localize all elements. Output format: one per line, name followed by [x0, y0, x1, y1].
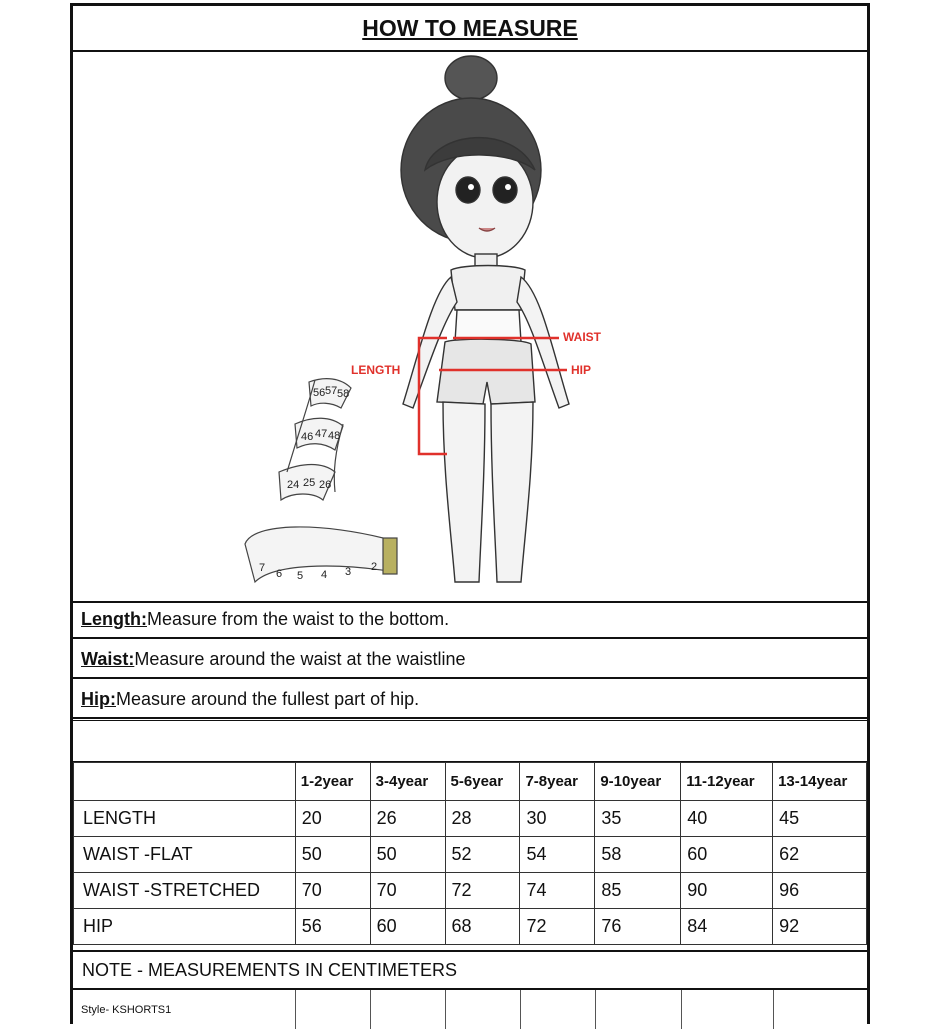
- table-cell: 60: [681, 837, 773, 873]
- table-cell: 50: [370, 837, 445, 873]
- table-cell: 90: [681, 873, 773, 909]
- table-cell: 40: [681, 801, 773, 837]
- length-label: LENGTH: [351, 363, 401, 377]
- tape-num-48: 48: [328, 430, 341, 442]
- footer-grid: [73, 990, 867, 1029]
- tape-num-26: 26: [319, 479, 332, 491]
- table-cell: 85: [595, 873, 681, 909]
- blank-row: [73, 720, 867, 763]
- row-label: LENGTH: [74, 801, 296, 837]
- tape-num-58: 58: [337, 388, 350, 400]
- waist-description: Measure around the waist at the waistline: [134, 648, 466, 669]
- table-row: [74, 873, 867, 909]
- row-label: WAIST -STRETCHED: [74, 873, 296, 909]
- waist-label: WAIST: [563, 330, 601, 344]
- table-cell: 35: [595, 801, 681, 837]
- page-title: HOW TO MEASURE: [362, 14, 578, 41]
- table-cell: 52: [445, 837, 520, 873]
- tape-num-24: 24: [287, 479, 300, 491]
- header-cell: 1-2year: [295, 763, 370, 801]
- hip-label: HIP: [571, 363, 592, 377]
- tape-num-46: 46: [301, 431, 314, 443]
- row-label: WAIST -FLAT: [74, 837, 296, 873]
- header-cell: 9-10year: [595, 763, 681, 801]
- waist-description-row: [73, 641, 867, 679]
- header-cell: 3-4year: [370, 763, 445, 801]
- table-cell: 45: [773, 801, 867, 837]
- footer-cell: [520, 990, 595, 1029]
- title-row: [73, 6, 867, 52]
- tape-num-2: 2: [371, 561, 378, 573]
- table-cell: 84: [681, 909, 773, 945]
- tape-num-6: 6: [276, 568, 283, 580]
- table-cell: 54: [520, 837, 595, 873]
- footer-cell: [681, 990, 773, 1029]
- table-cell: 72: [520, 909, 595, 945]
- table-cell: 26: [370, 801, 445, 837]
- tape-num-47: 47: [315, 428, 328, 440]
- table-cell: 96: [773, 873, 867, 909]
- size-table-header: [74, 763, 867, 801]
- header-cell-empty: [74, 763, 296, 801]
- length-description-row: [73, 601, 867, 639]
- row-label: HIP: [74, 909, 296, 945]
- footer-cell: [295, 990, 370, 1029]
- table-row: [74, 909, 867, 945]
- table-cell: 56: [295, 909, 370, 945]
- length-term: Length:: [81, 608, 147, 629]
- tape-num-57: 57: [325, 385, 338, 397]
- header-cell: 13-14year: [773, 763, 867, 801]
- tape-num-25: 25: [303, 477, 316, 489]
- footer-cell: [773, 990, 867, 1029]
- table-cell: 30: [520, 801, 595, 837]
- footer-cell: [370, 990, 445, 1029]
- length-description: Measure from the waist to the bottom.: [146, 608, 450, 629]
- table-cell: 20: [295, 801, 370, 837]
- hip-description: Measure around the fullest part of hip.: [116, 688, 420, 709]
- hip-term: Hip:: [81, 688, 116, 709]
- table-cell: 50: [295, 837, 370, 873]
- measurement-illustration: [73, 52, 867, 603]
- tape-num-7: 7: [259, 562, 266, 574]
- table-cell: 70: [370, 873, 445, 909]
- illustration-svg: [73, 52, 867, 601]
- hip-description-row: [73, 681, 867, 719]
- footer-row: [73, 990, 867, 1029]
- table-cell: 92: [773, 909, 867, 945]
- header-cell: 7-8year: [520, 763, 595, 801]
- table-cell: 28: [445, 801, 520, 837]
- tape-num-56: 56: [313, 387, 326, 399]
- size-chart-sheet: [70, 3, 870, 1024]
- girl-figure-icon: [401, 56, 569, 582]
- table-cell: 72: [445, 873, 520, 909]
- table-row: [74, 801, 867, 837]
- header-cell: 5-6year: [445, 763, 520, 801]
- footer-cell: [595, 990, 681, 1029]
- table-cell: 58: [595, 837, 681, 873]
- footer-cell: [445, 990, 520, 1029]
- measurement-note: NOTE - MEASUREMENTS IN CENTIMETERS: [82, 959, 458, 980]
- table-cell: 76: [595, 909, 681, 945]
- table-cell: 68: [445, 909, 520, 945]
- table-cell: 74: [520, 873, 595, 909]
- note-row: [73, 950, 867, 990]
- table-cell: 70: [295, 873, 370, 909]
- table-cell: 60: [370, 909, 445, 945]
- waist-term: Waist:: [81, 648, 135, 669]
- table-row: [74, 837, 867, 873]
- tape-num-4: 4: [321, 569, 328, 581]
- tape-num-5: 5: [297, 570, 304, 582]
- table-cell: 62: [773, 837, 867, 873]
- size-table: [73, 762, 867, 945]
- tape-num-3: 3: [345, 566, 352, 578]
- header-cell: 11-12year: [681, 763, 773, 801]
- style-code: Style- KSHORTS1: [73, 990, 295, 1029]
